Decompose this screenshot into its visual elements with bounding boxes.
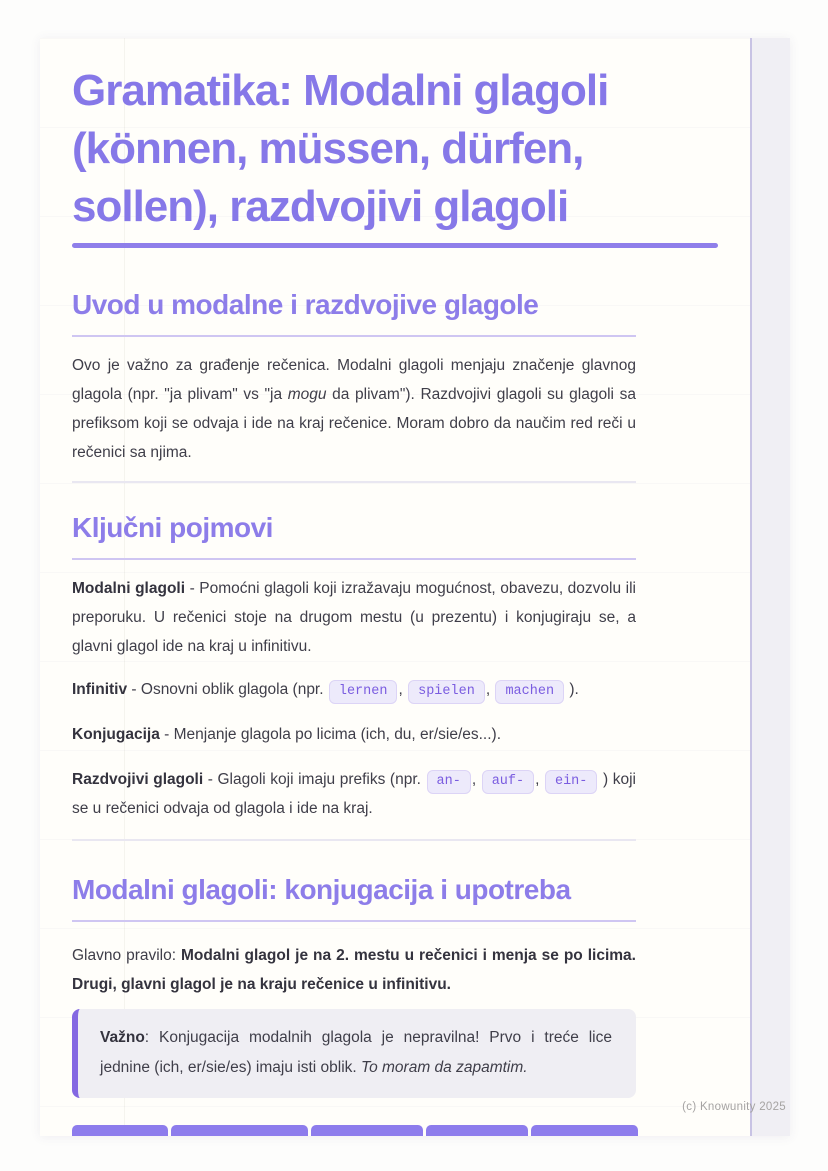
paragraph-konjugacija <box>72 720 636 749</box>
callout-text <box>100 1023 612 1083</box>
italic-run: To moram da zapamtim. <box>361 1059 528 1076</box>
paragraph-uvod <box>72 351 636 467</box>
bold-run: Konjugacija <box>72 726 160 743</box>
text-run: da plivam"). Razdvojivi glagoli su glagoli sa prefiksom koji se odvaja i ide na kraj rečenice. Moram dobro da naučim red reči u rečenici sa njima. <box>72 386 636 461</box>
text-run: - Glagoli koji imaju prefiks (npr. <box>203 771 426 788</box>
code-chip: spielen <box>408 680 485 704</box>
table-header-cell-top <box>311 1125 423 1136</box>
next-page-edge <box>750 38 790 1136</box>
table-header-cell-top <box>72 1125 168 1136</box>
text-run: , <box>471 771 481 788</box>
bold-run: Modalni glagoli <box>72 580 186 597</box>
text-run: Ovo je važno za građenje rečenica. Modalni glagoli menjaju značenje glavnog glagola (npr. "ja plivam" vs "ja <box>72 357 636 403</box>
copyright-notice: (c) Knowunity 2025 <box>682 1101 786 1113</box>
table-header-cell-top <box>426 1125 528 1136</box>
table-header-stub <box>72 1125 638 1136</box>
document-page <box>40 38 790 1136</box>
paragraph-infinitiv <box>72 675 636 704</box>
section-divider <box>72 839 636 841</box>
text-run: - Osnovni oblik glagola (npr. <box>127 681 328 698</box>
section-heading-kljucni-pojmovi: Ključni pojmovi <box>72 511 636 560</box>
bold-run: Razdvojivi glagoli <box>72 771 204 788</box>
text-run: ). <box>569 681 579 698</box>
text-run: : Konjugacija modalnih glagola je nepravilna! Prvo i treće lice jednine (ich, er/sie/es) imaju isti oblik. <box>100 1029 612 1076</box>
text-run: , <box>485 681 495 698</box>
text-run: - Menjanje glagola po licima (ich, du, er/sie/es...). <box>159 726 502 743</box>
callout-box <box>72 1009 636 1098</box>
code-chip: ein- <box>545 770 597 794</box>
code-chip: lernen <box>329 680 398 704</box>
bold-run: Važno <box>100 1029 145 1046</box>
section-heading-uvod: Uvod u modalne i razdvojive glagole <box>72 288 636 337</box>
page-title: Gramatika: Modalni glagoli (können, müssen, dürfen, sollen), razdvojivi glagoli <box>72 66 609 231</box>
paragraph-razdvojivi <box>72 765 636 823</box>
bold-run: Infinitiv <box>72 681 128 698</box>
title-divider <box>72 243 718 248</box>
document-content <box>72 38 718 1098</box>
table-header-cell-top <box>531 1125 638 1136</box>
bold-run: Modalni glagol je na 2. mestu u rečenici i menja se po licima. Drugi, glavni glagol je na kraju rečenice u infinitivu. <box>72 947 636 993</box>
italic-run: mogu <box>287 386 327 403</box>
code-chip: machen <box>495 680 564 704</box>
text-run: Glavno pravilo: <box>72 947 182 964</box>
code-chip: auf- <box>482 770 534 794</box>
text-run: - Pomoćni glagoli koji izražavaju mogućnost, obavezu, dozvolu ili preporuku. U rečenici stoje na drugom mestu (u prezentu) i konjugiraju se, a glavni glagol ide na kraj u infinitivu. <box>72 580 636 655</box>
paragraph-glavno-pravilo <box>72 941 636 999</box>
section-heading-modalni-konjugacija: Modalni glagoli: konjugacija i upotreba <box>72 873 636 922</box>
paragraph-modalni-glagoli <box>72 574 636 661</box>
section-divider <box>72 481 636 483</box>
code-chip: an- <box>427 770 471 794</box>
text-run: , <box>398 681 408 698</box>
text-run: ) koji se u rečenici odvaja od glagola i ide na kraj. <box>72 771 636 817</box>
table-header-cell-top <box>171 1125 308 1136</box>
text-run: , <box>535 771 544 788</box>
